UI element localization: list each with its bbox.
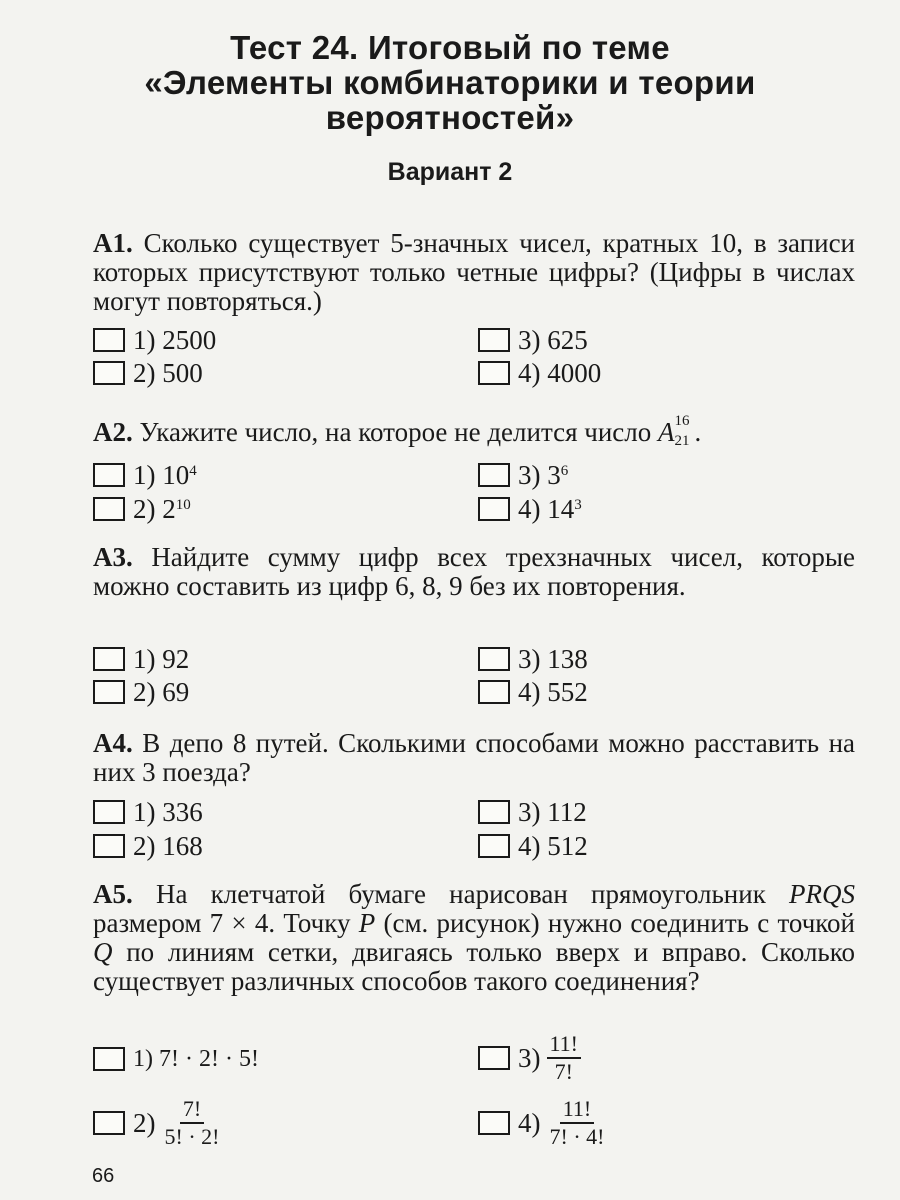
answer-option[interactable] [93,325,216,355]
question-text: Укажите число, на которое не делится число [139,417,652,447]
question-text: В депо 8 путей. Сколькими способами можно расставить на них 3 поезда? [93,728,855,787]
question-number: А3. [93,542,133,572]
answer-option[interactable]: 3) 3 $^6$ [478,460,568,490]
answer-option[interactable] [93,1044,259,1074]
answer-checkbox[interactable] [478,361,510,385]
answer-option[interactable]: 2) 2 $^{10}$ [93,494,191,524]
question-number: А2. [93,417,133,447]
title-line-2: «Элементы комбинаторики и теории [144,64,756,101]
question-a4 [93,729,855,787]
answer-option[interactable] [478,677,588,707]
point-p: P [358,908,376,938]
answer-checkbox[interactable] [93,680,125,704]
answer-option[interactable]: 4) $\frac{11!}{7! \cdot 4!}$ [478,1093,607,1153]
question-text: Сколько существует 5-значных чисел, кратных 10, в записи которых присутствуют только четные цифры? (Цифры в числах могут повторяться.) [93,228,856,316]
fraction: $\frac{11!}{7!}$ [547,1032,582,1084]
answer-option[interactable] [478,358,601,388]
answer-checkbox[interactable] [93,1111,125,1135]
question-a3 [93,543,855,601]
answer-checkbox[interactable] [478,680,510,704]
question-a1 [93,229,855,316]
answer-checkbox[interactable] [93,361,125,385]
answer-option[interactable]: 2) $\frac{7!}{5! \cdot 2!}$ [93,1093,222,1153]
option-label: 2) 168 [133,831,203,861]
answer-option[interactable] [478,325,588,355]
question-number: А4. [93,728,133,758]
answer-option[interactable] [93,358,203,388]
answer-checkbox[interactable] [93,834,125,858]
answer-checkbox[interactable] [93,463,125,487]
title-line-1: Тест 24. Итоговый по теме [230,29,670,66]
answer-checkbox[interactable] [478,328,510,352]
fraction: $\frac{7!}{5! \cdot 2!}$ [164,1096,220,1149]
answer-option[interactable] [93,831,203,861]
answer-checkbox[interactable] [478,1111,510,1135]
option-label: 1) 7! · 2! · 5! [133,1046,259,1072]
point-q: Q [93,937,113,967]
answer-checkbox[interactable] [478,647,510,671]
rectangle-name: PRQS [789,879,856,909]
answer-option[interactable] [478,644,588,674]
option-label: 3) 625 [518,325,588,355]
option-label: 2) 500 [133,358,203,388]
question-a5: А5. На клетчатой бумаге нарисован прямоугольник PRQS размером 7 × 4. Точку P (см. рисунок) нужно соединить с точкой Q по линиям сетки, двигаясь только вверх и вправо. Сколько существует различных способов такого соединения? [93,879,856,996]
answer-checkbox[interactable] [478,1046,510,1070]
fraction: $\frac{11!}{7! \cdot 4!}$ [549,1096,605,1149]
option-label: 3) 138 [518,644,588,674]
answer-checkbox[interactable] [93,647,125,671]
answer-option[interactable]: 3) $\frac{11!}{7!}$ [478,1028,581,1088]
answer-option[interactable] [93,644,189,674]
answer-checkbox[interactable] [478,497,510,521]
answer-option[interactable] [478,797,587,827]
option-label: 1) 92 [133,644,190,674]
variant-heading: Вариант 2 [387,158,513,186]
answer-option[interactable] [93,797,203,827]
answer-option[interactable]: 4) 14 $^3$ [478,494,582,524]
question-text: Найдите сумму цифр всех трехзначных чисел, которые можно составить из цифр 6, 8, 9 без их повторения. [93,542,855,601]
answer-checkbox[interactable] [478,834,510,858]
option-label: 4) 552 [518,677,588,707]
title-line-3: вероятностей» [325,99,575,136]
permutation-symbol: A 16 21 [657,413,690,449]
answer-option[interactable] [478,831,588,861]
page-title [60,30,840,135]
answer-checkbox[interactable] [478,800,510,824]
question-number: А5. [93,879,133,909]
answer-checkbox[interactable] [478,463,510,487]
page-number: 66 [92,1165,115,1187]
option-label: 3) 112 [518,797,587,827]
answer-checkbox[interactable] [93,800,125,824]
answer-checkbox[interactable] [93,1047,125,1071]
answer-option[interactable] [93,677,189,707]
option-label: 1) 2500 [133,325,217,355]
answer-checkbox[interactable] [93,497,125,521]
option-label: 4) 4000 [518,358,602,388]
question-a2: А2. Укажите число, на которое не делится число A 16 21 . [93,413,702,449]
answer-option[interactable]: 1) 10 $^4$ [93,460,197,490]
option-label: 2) 69 [133,677,190,707]
answer-checkbox[interactable] [93,328,125,352]
option-label: 4) 512 [518,831,588,861]
question-number: А1. [93,228,133,258]
option-label: 1) 336 [133,797,203,827]
